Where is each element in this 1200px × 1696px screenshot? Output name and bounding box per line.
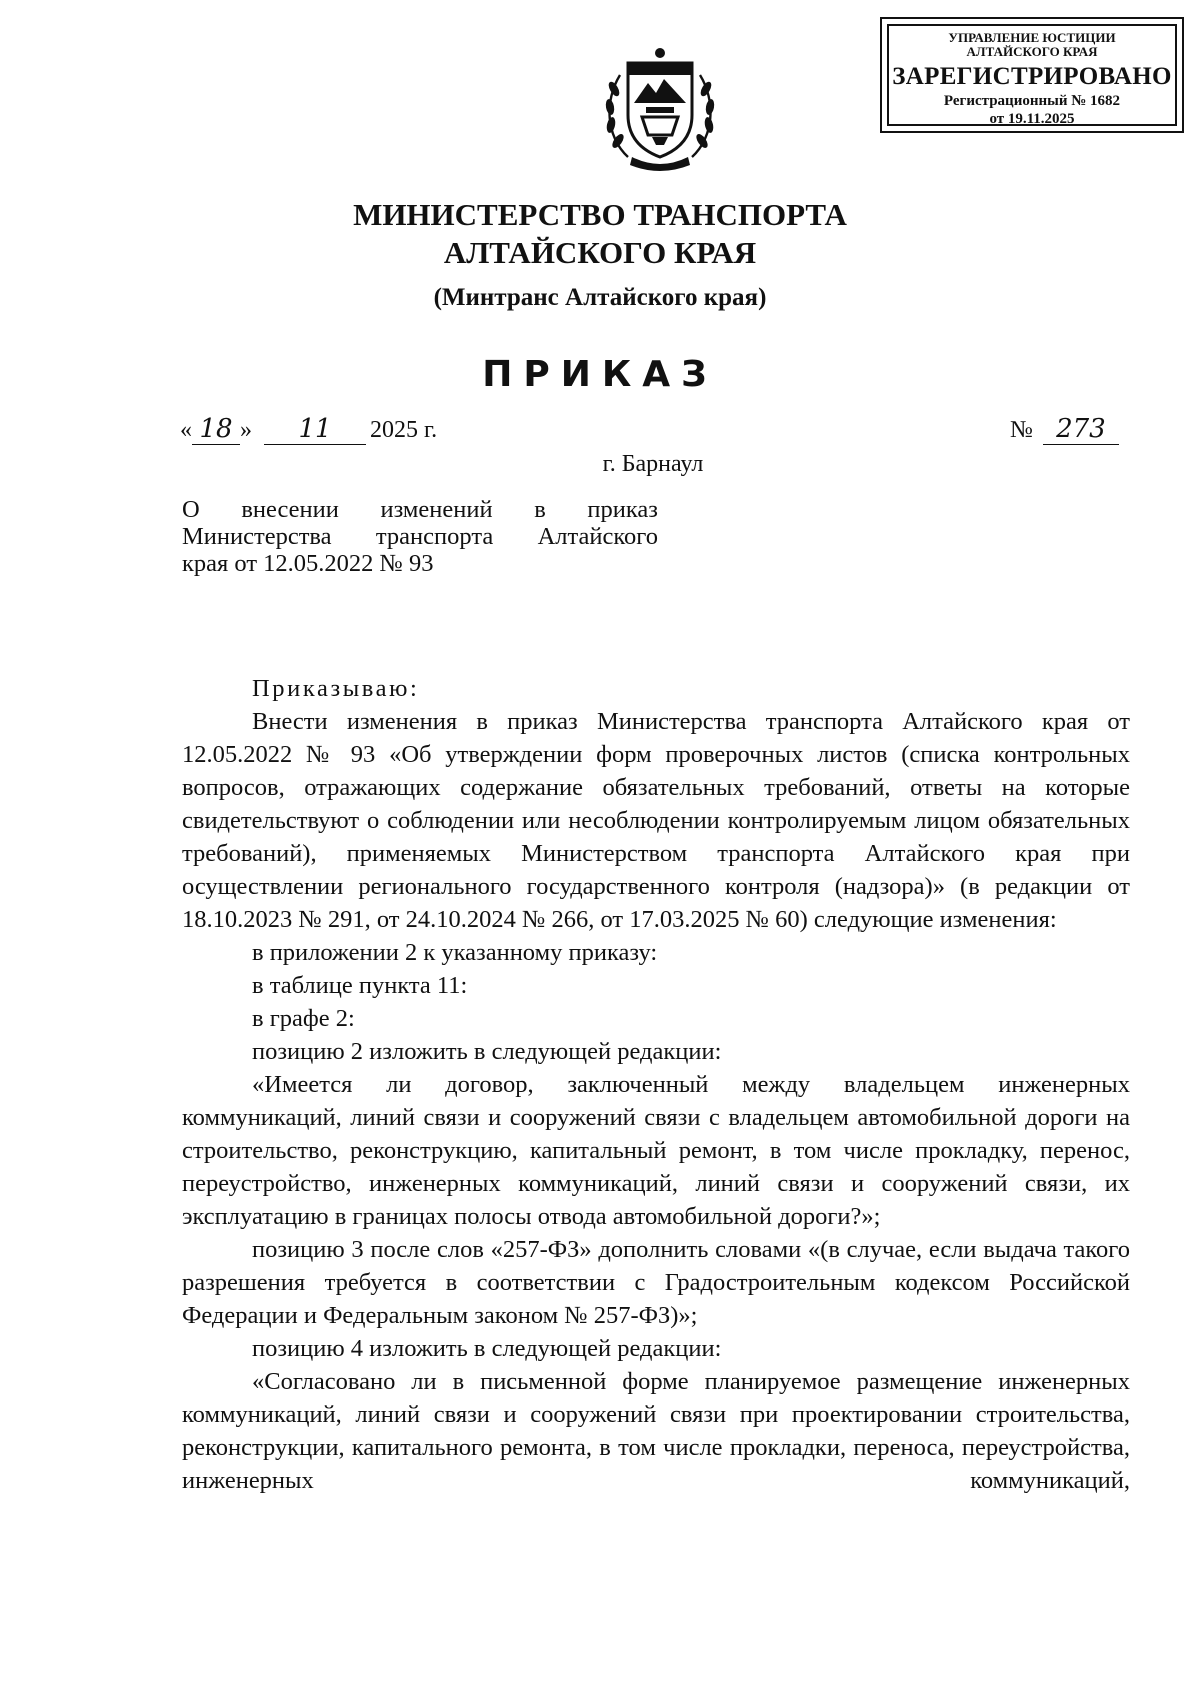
- body-paragraph-1: Внести изменения в приказ Министерства транспорта Алтайского края от 12.05.2022 № 93 «Об утверждении форм проверочных листов (списка контрольных вопросов, отражающих содержание обязательных требований, ответы на которые свидетельствуют о соблюдении или несоблюдении контролируемым лицом обязательных требований), применяемых Министерством транспорта Алтайского края при осуществлении регионального государственного контроля (надзора)» (в редакции от 18.10.2023 № 291, от 24.10.2024 № 266, от 17.03.2025 № 60) следующие изменения:: [182, 708, 1130, 933]
- body-paragraph-4: в графе 2:: [252, 1005, 355, 1032]
- order-word: Приказываю:: [252, 675, 420, 702]
- stamp-org-line1: УПРАВЛЕНИЕ ЮСТИЦИИ: [948, 30, 1116, 45]
- stamp-reg-number: Регистрационный № 1682: [943, 93, 1121, 109]
- ministry-name-line2: АЛТАЙСКОГО КРАЯ: [443, 235, 757, 270]
- stamp-frame: [887, 24, 1177, 126]
- subject-line3: края от 12.05.2022 № 93: [182, 550, 434, 577]
- subject-line1: О внесении изменений в приказ: [182, 496, 658, 523]
- registration-stamp: [880, 17, 1184, 133]
- body-paragraph-3: в таблице пункта 11:: [252, 972, 468, 999]
- body-paragraph-7: позицию 3 после слов «257-ФЗ» дополнить словами «(в случае, если выдача такого разрешения требуется в соответствии с Градостроительным кодексом Российской Федерации и Федеральным законом № 257-ФЗ)»;: [182, 1236, 1130, 1329]
- order-number: [1010, 414, 1119, 445]
- ministry-short-name: (Минтранс Алтайского края): [433, 284, 767, 311]
- body-paragraph-8: позицию 4 изложить в следующей редакции:: [252, 1335, 722, 1362]
- ministry-name: [0, 196, 1200, 272]
- body-paragraph-9: «Согласовано ли в письменной форме планируемое размещение инженерных коммуникаций, линий связи и сооружений связи при проектировании строительства, реконструкции, капитального ремонта, в том числе прокладки, переноса, переустройства, инженерных коммуникаций,: [182, 1368, 1130, 1494]
- date-month-handwritten: 11: [264, 414, 366, 445]
- body-paragraph-6: «Имеется ли договор, заключенный между владельцем инженерных коммуникаций, линий связи и сооружений связи с владельцем автомобильной дороги на строительство, реконструкцию, капитальный ремонт, в том числе прокладку, перенос, переустройство, инженерных коммуникаций, линий связи и сооружений связи, их эксплуатацию в границах полосы отвода автомобильной дороги?»;: [182, 1071, 1130, 1230]
- date-day-handwritten: 18: [192, 414, 240, 445]
- date-close-quote: »: [240, 417, 252, 443]
- body-paragraph-2: в приложении 2 к указанному приказу:: [252, 939, 658, 966]
- city-name: г. Барнаул: [602, 451, 704, 477]
- coat-of-arms-icon: [598, 45, 722, 173]
- date-year: 2025 г.: [370, 417, 438, 443]
- body-paragraph-5: позицию 2 изложить в следующей редакции:: [252, 1038, 722, 1065]
- order-body: [182, 672, 1130, 1497]
- order-subject: [182, 496, 658, 577]
- date-open-quote: «: [180, 417, 192, 443]
- order-number-handwritten: 273: [1043, 414, 1119, 445]
- document-type-title: ПРИКАЗ: [482, 354, 718, 395]
- stamp-title: ЗАРЕГИСТРИРОВАНО: [892, 63, 1172, 90]
- order-date: [180, 414, 437, 445]
- order-number-label: №: [1010, 417, 1033, 443]
- stamp-org-line2: АЛТАЙСКОГО КРАЯ: [966, 44, 1098, 59]
- ministry-name-line1: МИНИСТЕРСТВО ТРАНСПОРТА: [353, 197, 847, 232]
- subject-line2: Министерства транспорта Алтайского: [182, 523, 658, 550]
- stamp-reg-date: от 19.11.2025: [989, 111, 1075, 127]
